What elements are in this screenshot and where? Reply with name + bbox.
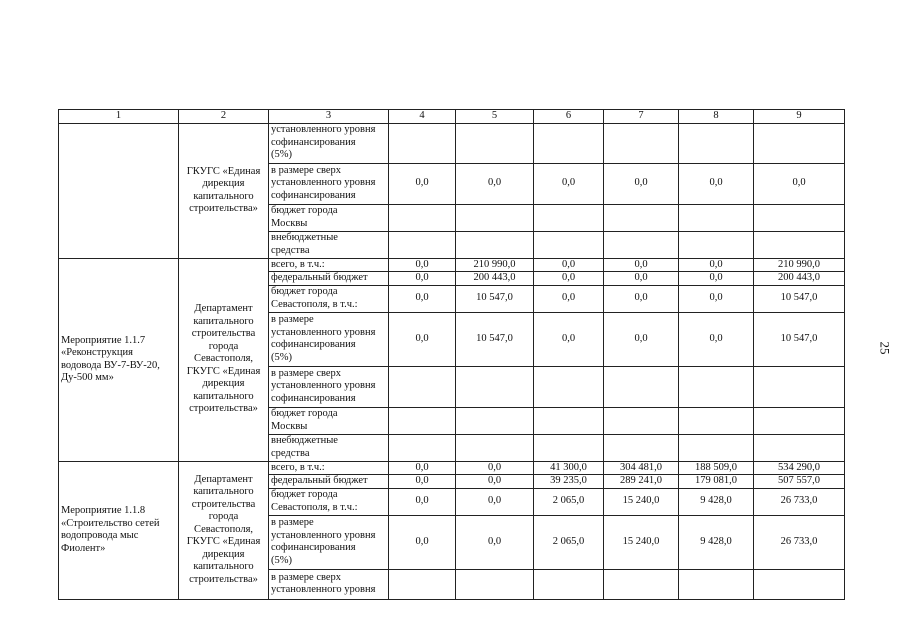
amount-cell [534,231,604,258]
amount-cell [754,366,845,407]
header-cell: 5 [456,110,534,124]
header-cell: 8 [679,110,754,124]
header-cell: 7 [604,110,679,124]
amount-cell: 0,0 [389,285,456,312]
table-row [59,258,845,272]
header-cell: 6 [534,110,604,124]
funding-source-cell: внебюджетные средства [269,231,389,258]
amount-cell: 26 733,0 [754,515,845,569]
amount-cell [604,407,679,434]
amount-cell: 0,0 [456,163,534,204]
amount-cell: 0,0 [604,163,679,204]
amount-cell: 10 547,0 [456,285,534,312]
amount-cell: 0,0 [604,285,679,312]
header-cell: 2 [179,110,269,124]
amount-cell: 0,0 [389,515,456,569]
amount-cell: 200 443,0 [456,272,534,286]
amount-cell: 0,0 [679,285,754,312]
amount-cell [754,204,845,231]
amount-cell [754,434,845,461]
amount-cell [534,204,604,231]
amount-cell: 0,0 [389,272,456,286]
amount-cell: 0,0 [679,272,754,286]
table-body [59,110,845,600]
amount-cell [389,123,456,163]
amount-cell [604,434,679,461]
amount-cell: 0,0 [754,163,845,204]
funding-source-cell: федеральный бюджет [269,272,389,286]
amount-cell: 39 235,0 [534,475,604,489]
funding-source-cell: бюджет города Севастополя, в т.ч.: [269,285,389,312]
amount-cell [679,569,754,599]
amount-cell: 0,0 [534,258,604,272]
amount-cell: 0,0 [389,163,456,204]
amount-cell: 0,0 [679,312,754,366]
amount-cell [754,231,845,258]
header-cell: 3 [269,110,389,124]
amount-cell [534,366,604,407]
funding-source-cell: бюджет города Севастополя, в т.ч.: [269,488,389,515]
amount-cell [604,231,679,258]
amount-cell [679,366,754,407]
amount-cell: 9 428,0 [679,515,754,569]
amount-cell [389,366,456,407]
amount-cell [456,366,534,407]
amount-cell: 0,0 [389,488,456,515]
amount-cell: 188 509,0 [679,461,754,475]
funding-source-cell: федеральный бюджет [269,475,389,489]
amount-cell [456,434,534,461]
table-row [59,123,845,163]
amount-cell: 0,0 [456,461,534,475]
amount-cell: 0,0 [389,475,456,489]
funding-source-cell: установленного уровня софинансирования (5%) [269,123,389,163]
amount-cell: 0,0 [679,258,754,272]
amount-cell [679,123,754,163]
amount-cell [604,123,679,163]
amount-cell [604,569,679,599]
funding-source-cell: внебюджетные средства [269,434,389,461]
amount-cell [679,204,754,231]
amount-cell [456,407,534,434]
page-number: 25 [877,341,893,355]
amount-cell [456,569,534,599]
funding-source-cell: в размере сверх установленного уровня софинансирования [269,366,389,407]
amount-cell: 289 241,0 [604,475,679,489]
responsible-cell: ГКУГС «Единая дирекция капитального строительства» [179,123,269,258]
amount-cell: 200 443,0 [754,272,845,286]
budget-table [58,109,845,600]
amount-cell: 41 300,0 [534,461,604,475]
amount-cell [389,231,456,258]
amount-cell: 0,0 [534,272,604,286]
amount-cell: 0,0 [389,258,456,272]
amount-cell: 210 990,0 [456,258,534,272]
amount-cell [389,569,456,599]
amount-cell: 2 065,0 [534,515,604,569]
amount-cell [456,123,534,163]
amount-cell: 304 481,0 [604,461,679,475]
amount-cell [754,123,845,163]
funding-source-cell: бюджет города Москвы [269,204,389,231]
amount-cell: 10 547,0 [456,312,534,366]
amount-cell [534,434,604,461]
amount-cell [389,407,456,434]
amount-cell [389,204,456,231]
amount-cell [456,231,534,258]
amount-cell: 0,0 [534,163,604,204]
funding-source-cell: бюджет города Москвы [269,407,389,434]
funding-source-cell: в размере установленного уровня софинансирования (5%) [269,515,389,569]
funding-source-cell: в размере сверх установленного уровня софинансирования [269,163,389,204]
amount-cell: 0,0 [456,515,534,569]
amount-cell: 0,0 [389,461,456,475]
header-cell: 4 [389,110,456,124]
amount-cell: 0,0 [534,312,604,366]
measure-name-cell: Мероприятие 1.1.8 «Строительство сетей водопровода мыс Фиолент» [59,461,179,599]
funding-source-cell: в размере сверх установленного уровня [269,569,389,599]
amount-cell: 0,0 [604,258,679,272]
funding-source-cell: всего, в т.ч.: [269,258,389,272]
amount-cell: 210 990,0 [754,258,845,272]
funding-source-cell: в размере установленного уровня софинансирования (5%) [269,312,389,366]
header-cell: 9 [754,110,845,124]
amount-cell: 10 547,0 [754,312,845,366]
amount-cell [534,569,604,599]
amount-cell [754,407,845,434]
amount-cell: 26 733,0 [754,488,845,515]
amount-cell [679,434,754,461]
amount-cell: 0,0 [604,312,679,366]
responsible-cell: Департамент капитального строительства города Севастополя, ГКУГС «Единая дирекция капитального строительства» [179,461,269,599]
amount-cell: 0,0 [389,312,456,366]
measure-name-cell: Мероприятие 1.1.7 «Реконструкция водовода ВУ-7-ВУ-20, Ду-500 мм» [59,258,179,461]
amount-cell: 15 240,0 [604,515,679,569]
amount-cell: 9 428,0 [679,488,754,515]
amount-cell [604,366,679,407]
amount-cell: 0,0 [679,163,754,204]
amount-cell: 0,0 [534,285,604,312]
amount-cell [389,434,456,461]
amount-cell: 534 290,0 [754,461,845,475]
amount-cell [456,204,534,231]
amount-cell: 0,0 [456,488,534,515]
amount-cell: 2 065,0 [534,488,604,515]
amount-cell [534,407,604,434]
amount-cell: 10 547,0 [754,285,845,312]
funding-source-cell: всего, в т.ч.: [269,461,389,475]
amount-cell [754,569,845,599]
amount-cell: 15 240,0 [604,488,679,515]
amount-cell: 179 081,0 [679,475,754,489]
measure-name-cell [59,123,179,258]
amount-cell [534,123,604,163]
amount-cell [679,231,754,258]
amount-cell: 507 557,0 [754,475,845,489]
header-row [59,110,845,124]
header-cell: 1 [59,110,179,124]
amount-cell [604,204,679,231]
amount-cell: 0,0 [604,272,679,286]
amount-cell [679,407,754,434]
responsible-cell: Департамент капитального строительства города Севастополя, ГКУГС «Единая дирекция капитального строительства» [179,258,269,461]
amount-cell: 0,0 [456,475,534,489]
table-row [59,461,845,475]
